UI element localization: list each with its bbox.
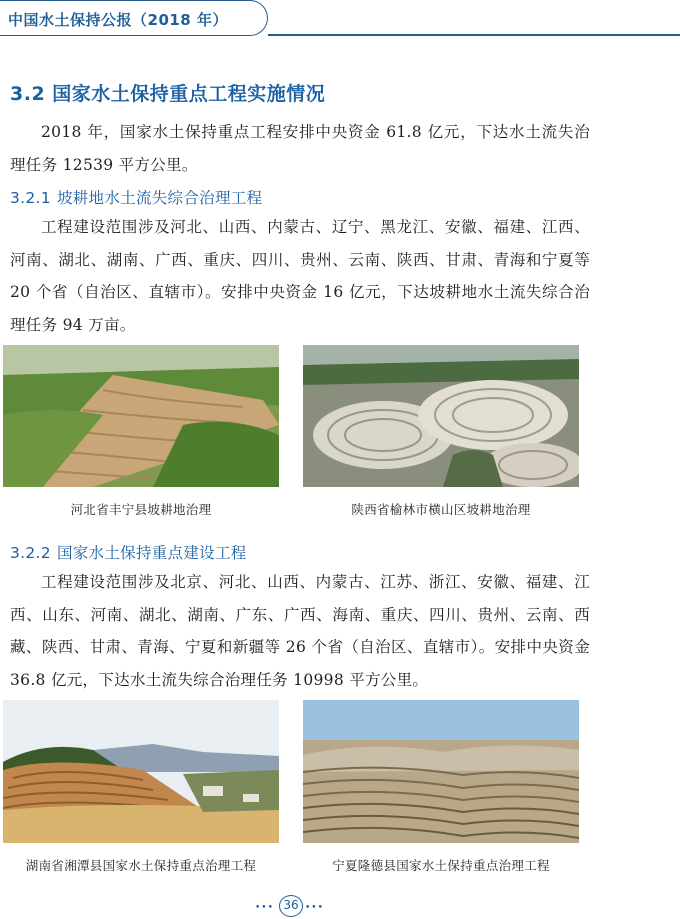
footer-dots-left: ••• xyxy=(255,903,274,913)
publication-title: 中国水土保持公报（2018 年） xyxy=(8,11,228,29)
footer-dots-right: ••• xyxy=(305,903,324,913)
section-intro: 2018 年，国家水土保持重点工程安排中央资金 61.8 亿元，下达水土流失治理任务 12539 平方公里。 xyxy=(10,123,590,174)
photo-shaanxi-hengshan xyxy=(303,345,579,487)
header-rule xyxy=(268,34,680,36)
subsection-2-number: 3.2.2 xyxy=(10,544,51,562)
subsection-2-title: 国家水土保持重点建设工程 xyxy=(56,544,247,562)
subsection-1-number: 3.2.1 xyxy=(10,189,51,207)
subsection-2-heading xyxy=(10,541,247,563)
subsection-1-body: 工程建设范围涉及河北、山西、内蒙古、辽宁、黑龙江、安徽、福建、江西、河南、湖北、湖南、广西、重庆、四川、贵州、云南、陕西、甘肃、青海和宁夏等 20 个省（自治区、直辖市）。安排中央资金 16 亿元，下达坡耕地水土流失综合治理任务 94 万亩。 xyxy=(10,218,590,334)
section-title: 3.2 国家水土保持重点工程实施情况 xyxy=(10,83,326,105)
photo-ningxia-caption: 宁夏隆德县国家水土保持重点治理工程 xyxy=(332,858,550,873)
page-footer xyxy=(0,895,680,919)
photo-hebei-caption: 河北省丰宁县坡耕地治理 xyxy=(70,502,212,517)
subsection-1-heading xyxy=(10,186,262,208)
photo-shaanxi-caption: 陕西省榆林市横山区坡耕地治理 xyxy=(351,502,531,517)
photo-hunan-xiangtan xyxy=(3,700,279,843)
photo-ningxia-longde xyxy=(303,700,579,843)
subsection-2-body: 工程建设范围涉及北京、河北、山西、内蒙古、江苏、浙江、安徽、福建、江西、山东、河南、湖北、湖南、广东、广西、海南、重庆、四川、贵州、云南、西藏、陕西、甘肃、青海、宁夏和新疆等 26 个省（自治区、直辖市）。安排中央资金 36.8 亿元，下达水土流失综合治理任务 10998 平方公里。 xyxy=(10,573,590,689)
page-number: 36 xyxy=(279,895,303,917)
subsection-1-title: 坡耕地水土流失综合治理工程 xyxy=(56,189,263,207)
photo-hunan-caption: 湖南省湘潭县国家水土保持重点治理工程 xyxy=(25,858,257,873)
photo-hebei-fengning xyxy=(3,345,279,487)
header-banner xyxy=(0,0,268,36)
